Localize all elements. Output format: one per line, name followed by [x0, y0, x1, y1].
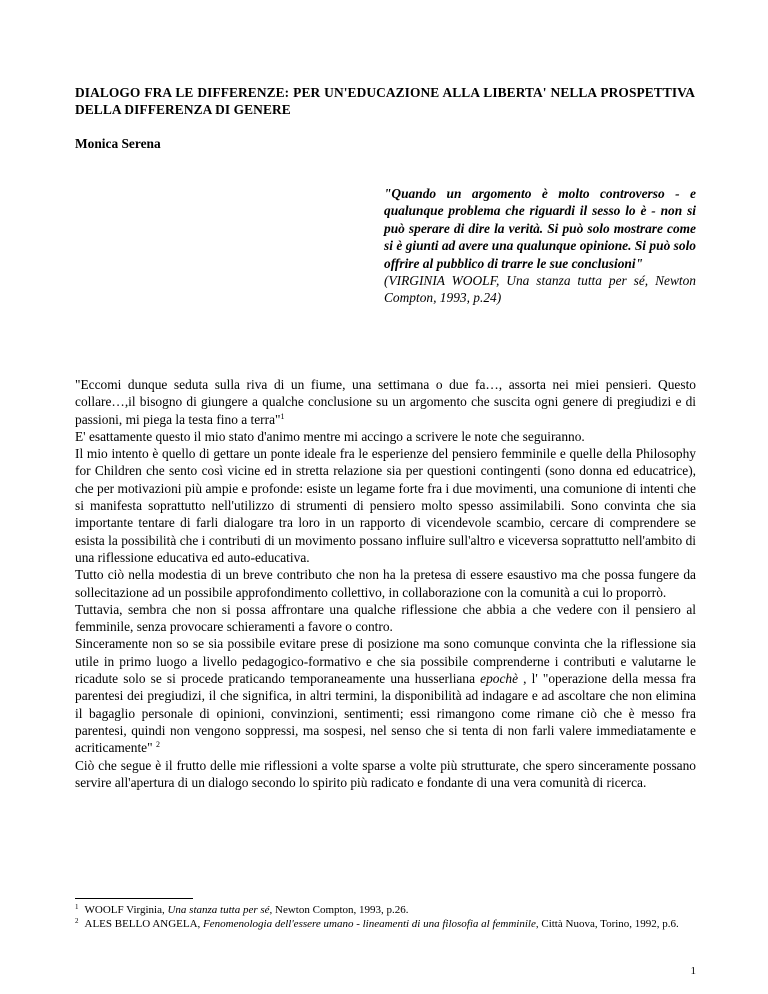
paragraph-text: , l' "operazione della messa fra parentesi dei pregiudizi, il che significa, in altri termini, la disponibilità ad indagare e ad ascoltare che non elimina il bagaglio personale di opinioni, convinzioni, sentimenti; essi rimangono come rimane ciò che è messo fra parentesi, quindi non vengono soppressi, ma sospesi, nel senso che si tenta di non farli valere immediatamente e acriticamente": [75, 671, 696, 756]
footnote-ref: 2: [155, 740, 160, 750]
footnote-number: 2: [75, 916, 79, 925]
body-text: [75, 376, 696, 791]
footnotes: [75, 904, 696, 931]
epigraph: [384, 185, 696, 307]
emphasis-text: epochè: [480, 671, 519, 687]
footnote-text: ALES BELLO ANGELA,: [84, 917, 204, 930]
footnote-title: Fenomenologia dell'essere umano - lineamenti di una filosofia al femminile: [203, 917, 536, 930]
footnote-title: Una stanza tutta per sé,: [167, 904, 273, 916]
document-title: DIALOGO FRA LE DIFFERENZE: PER UN'EDUCAZIONE ALLA LIBERTA' NELLA PROSPETTIVA DELLA DIFFERENZA DI GENERE: [75, 85, 695, 117]
epigraph-quote: "Quando un argomento è molto controverso - e qualunque problema che riguardi il sesso lo è - non si può sperare di dire la verità. Si può solo mostrare come si è giunti ad avere una qualunque opinione. Si può solo offrire al pubblico di trarre le sue conclusioni": [384, 186, 696, 271]
paragraph: Tuttavia, sembra che non si possa affrontare una qualche riflessione che abbia a che vedere con il pensiero al femminile, senza provocare schieramenti a favore o contro.: [75, 601, 696, 635]
footnote-text: Newton Compton, 1993, p.26.: [272, 904, 409, 916]
paragraph: Ciò che segue è il frutto delle mie riflessioni a volte sparse a volte più strutturate, che spero sinceramente possano servire all'apertura di un dialogo secondo lo spirito più radicato e fondante di una vera comunità di ricerca.: [75, 757, 696, 790]
paragraph-text: "Eccomi dunque seduta sulla riva di un fiume, una settimana o due fa…, assorta nei miei pensieri. Questo collare…,il bisogno di giungere a qualche conclusione su un argomento che suscita ogni genere di pregiudizi e di passioni, mi piega la testa fino a terra": [75, 377, 696, 427]
footnote: [75, 918, 696, 932]
paragraph: Il mio intento è quello di gettare un ponte ideale fra le esperienze del pensiero femminile e quelle della Philosophy for Children che sento così vicine ed in stretta relazione sia per questioni contingenti (sono donna ed educatrice), che per motivazioni più ampie e profonde: esiste un legame forte fra i due movimenti, una comunione di intenti che si manifesta soprattutto nell'utilizzo di strumenti di pensiero molto spesso assimilabili. Sono convinta che sia importante tentare di farli dialogare tra loro in un rapporto di vicendevole scambio, cercare di comprendere se esista la possibilità che i contributi di un movimento possano influire sull'altro e viceversa soprattutto nell'ambito di una riflessione educativa ed auto-educativa.: [75, 446, 696, 565]
epigraph-source: (VIRGINIA WOOLF, Una stanza tutta per sé, Newton Compton, 1993, p.24): [384, 273, 696, 306]
paragraph-text: Sinceramente non so se sia possibile evitare prese di posizione ma sono comunque convinta che la riflessione sia utile in primo luogo a livello pedagogico-formativo e che sia possibile comprenderne i contributi e valutarne le ricadute solo se si procede praticando temporaneamente una husserliana: [75, 636, 696, 687]
paragraph: E' esattamente questo il mio stato d'animo mentre mi accingo a scrivere le note che seguiranno.: [75, 428, 585, 444]
footnote-divider: [75, 898, 193, 899]
page-number: 1: [690, 965, 696, 977]
paragraph: Tutto ciò nella modestia di un breve contributo che non ha la pretesa di essere esaustivo ma che possa fungere da sollecitazione ad un possibile approfondimento collettivo, in collaborazione con la comunità a cui lo proporrò.: [75, 567, 696, 600]
author-name: Monica Serena: [75, 136, 161, 151]
paragraph: [75, 635, 696, 756]
footnote-number: 1: [75, 903, 79, 911]
paragraph: [75, 376, 696, 428]
footnote-text: , Città Nuova, Torino, 1992, p.6.: [535, 917, 679, 930]
footnote: [75, 904, 696, 918]
footnote-text: WOOLF Virginia,: [84, 904, 168, 916]
footnote-ref: 1: [280, 411, 285, 421]
